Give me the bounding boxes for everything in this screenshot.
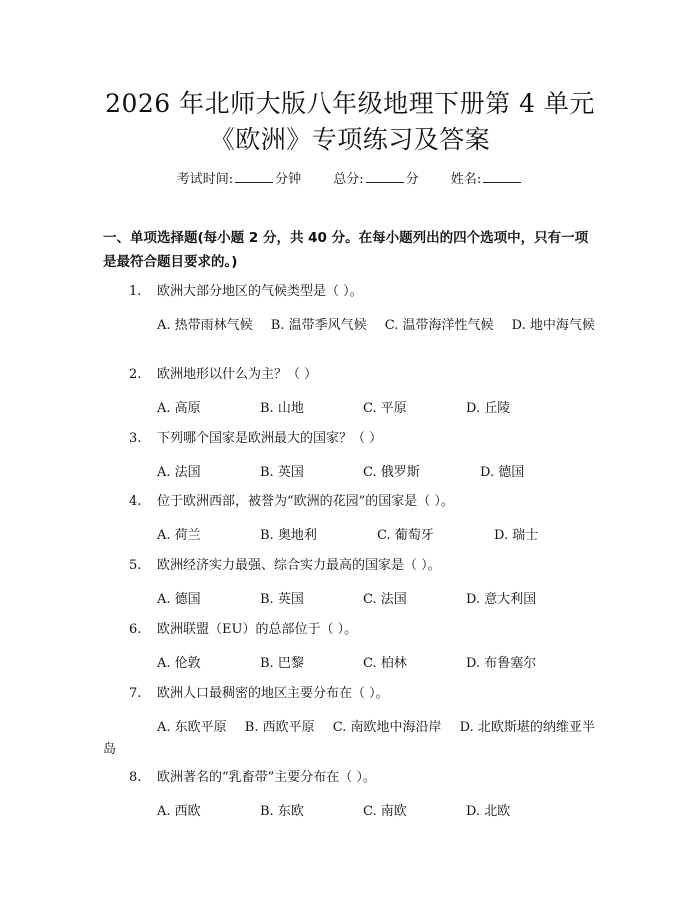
question-stem [103,282,603,302]
exam-info [0,168,700,187]
question-3 [103,429,603,484]
section-heading [103,226,603,274]
option-b[interactable]: B. 东欧 [260,804,304,819]
option-a[interactable]: A. 东欧平原 [157,720,227,735]
question-5 [103,556,603,611]
option-d[interactable]: D. 德国 [480,465,525,480]
question-options [103,653,603,675]
option-a[interactable]: A. 伦敦 [157,656,201,671]
question-text: 欧洲人口最稠密的地区主要分布在（ ）。 [157,686,389,701]
option-c[interactable]: C. 平原 [363,401,407,416]
option-a[interactable]: A. 德国 [157,592,201,607]
student-name-field [451,172,523,187]
page-title-line2: 《欧洲》专项练习及答案 [209,125,491,154]
question-options [103,589,603,611]
section-heading-line2: 是最符合题目要求的。) [103,254,238,270]
option-a[interactable]: A. 荷兰 [157,528,201,543]
option-d[interactable]: D. 地中海气候 [511,318,595,333]
question-number: 4. [129,494,142,509]
option-c[interactable]: C. 温带海洋性气候 [384,318,494,333]
question-stem [103,620,603,640]
option-b[interactable]: B. 西欧平原 [244,720,315,735]
question-6 [103,620,603,675]
question-7 [103,684,603,761]
question-stem [103,556,603,576]
option-c[interactable]: C. 南欧 [363,804,407,819]
question-4 [103,492,603,547]
question-options [103,717,603,761]
option-b[interactable]: B. 温带季风气候 [270,318,367,333]
question-options [103,462,603,484]
question-stem [103,768,603,788]
question-text: 欧洲大部分地区的气候类型是（ ）。 [157,284,363,299]
question-2 [103,365,603,420]
option-c[interactable]: C. 柏林 [363,656,407,671]
question-options [103,315,603,337]
option-b[interactable]: B. 奥地利 [260,528,317,543]
student-name-label: 姓名: [450,172,482,187]
question-number: 7. [129,686,142,701]
option-d[interactable]: D. 丘陵 [466,401,511,416]
question-number: 6. [129,622,142,637]
total-score-field [333,172,423,187]
question-text: 下列哪个国家是欧洲最大的国家？（ ） [157,431,383,446]
question-text: 欧洲经济实力最强、综合实力最高的国家是（ ）。 [157,558,441,573]
exam-time-unit: 分钟 [275,172,302,187]
question-number: 5. [129,558,142,573]
total-score-label: 总分: [333,172,364,187]
question-stem [103,429,603,449]
question-stem [103,492,603,512]
question-text: 欧洲地形以什么为主？（ ） [157,367,318,382]
section-heading-line1: 一、单项选择题(每小题 2 分，共 40 分。在每小题列出的四个选项中，只有一项 [103,230,589,246]
question-8 [103,768,603,823]
question-number: 1. [129,284,142,299]
question-number: 8. [129,770,142,785]
option-d[interactable]: D. 布鲁塞尔 [466,656,537,671]
exam-time-label: 考试时间: [176,172,234,187]
question-text: 欧洲联盟（EU）的总部位于（ ）。 [157,622,358,637]
question-text: 位于欧洲西部，被誉为“欧洲的花园”的国家是（ ）。 [157,494,454,509]
exam-time-field [177,172,306,187]
question-number: 2. [129,367,142,382]
option-b[interactable]: B. 英国 [260,592,304,607]
student-name-blank[interactable] [483,170,521,183]
option-a[interactable]: A. 西欧 [157,804,201,819]
page-title-line1: 2026 年北师大版八年级地理下册第 4 单元 [105,89,595,118]
option-d[interactable]: D. 北欧 [466,804,511,819]
question-stem [103,365,603,385]
option-b[interactable]: B. 山地 [260,401,304,416]
option-a[interactable]: A. 高原 [157,401,201,416]
option-b[interactable]: B. 巴黎 [260,656,304,671]
question-options [103,398,603,420]
question-text: 欧洲著名的“乳畜带”主要分布在（ ）。 [157,770,376,785]
question-options [103,525,603,547]
option-c[interactable]: C. 南欧地中海沿岸 [332,720,442,735]
question-1 [103,282,603,337]
total-score-unit: 分 [405,172,419,187]
option-c[interactable]: C. 法国 [363,592,407,607]
option-d[interactable]: D. 北欧斯堪的纳维亚半岛 [103,720,595,757]
option-a[interactable]: A. 热带雨林气候 [157,318,253,333]
option-d[interactable]: D. 瑞士 [494,528,539,543]
option-d[interactable]: D. 意大利国 [466,592,537,607]
option-a[interactable]: A. 法国 [157,465,201,480]
total-score-blank[interactable] [366,170,404,183]
question-stem [103,684,603,704]
question-options [103,801,603,823]
option-c[interactable]: C. 俄罗斯 [363,465,420,480]
option-c[interactable]: C. 葡萄牙 [377,528,434,543]
question-number: 3. [129,431,142,446]
exam-time-blank[interactable] [235,170,273,183]
option-b[interactable]: B. 英国 [260,465,304,480]
